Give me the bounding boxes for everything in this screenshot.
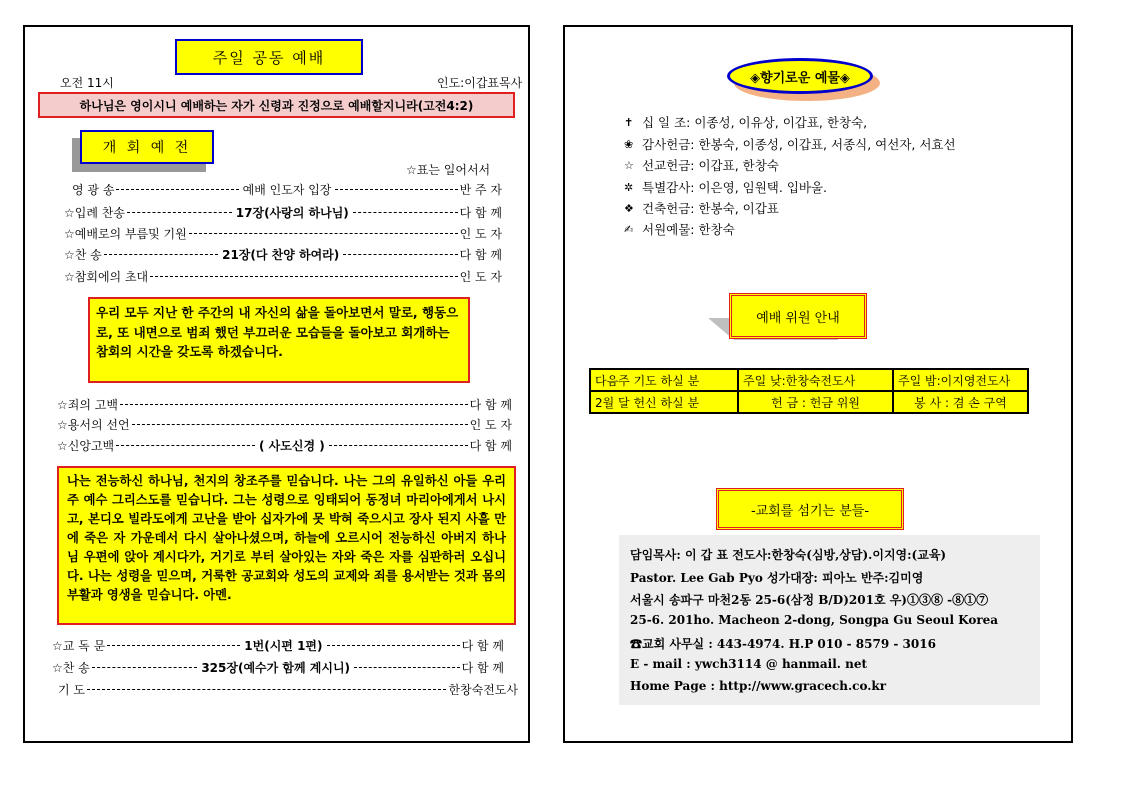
order-label: ☆신앙고백	[57, 438, 115, 453]
asterisk-icon: ✲	[624, 180, 634, 194]
confession-box	[88, 297, 470, 383]
offering-text: 감사헌금: 한봉숙, 이종성, 이갑표, 서종식, 여선자, 서효선	[642, 137, 956, 152]
creed-text: 나는 전능하신 하나님, 천지의 창조주를 믿습니다. 나는 그의 유일하신 아들 우리 주 예수 그리스도를 믿습니다. 그는 성령으로 잉태되어 동정녀 마리아에게서 나시고, 본디오 빌라도에게 고난을 받아 십자가에 못 박혀 죽으시고 장사 된지 사흘 만에 죽은 자 가운데서 다시 살아나셨으며, 하늘에 오르시어 전능하신 아버지 하나님 우편에 앉아 계시다가, 거기로 부터 살아있는 자와 죽은 자를 심판하러 오십니다. 나는 성령을 믿으며, 거룩한 공교회와 성도의 교제와 죄를 용서받는 것과 몸의 부활과 영생을 믿습니다. 아멘.	[67, 474, 506, 602]
table-cell: 주일 낮:한창숙전도사	[738, 369, 893, 391]
offering-item	[624, 220, 735, 238]
order-label: ☆찬 송	[52, 660, 90, 675]
creed-box	[57, 466, 516, 625]
order-item	[57, 416, 512, 432]
standing-note: ☆표는 일어서서	[406, 163, 491, 177]
table-cell: 봉 사 : 겸 손 구역	[893, 391, 1028, 413]
ministers-title: -교회를 섬기는 분들-	[750, 503, 870, 519]
offering-item	[624, 156, 779, 174]
offering-text: 서원예물: 한창숙	[642, 222, 735, 237]
order-item	[64, 204, 502, 220]
committee-title: 예배 위원 안내	[756, 310, 840, 326]
verse-banner	[38, 92, 515, 118]
ministers-line: ☎교회 사무실 : 443-4974. H.P 010 - 8579 - 3016	[630, 637, 936, 651]
order-performer: 다 함 께	[469, 438, 512, 453]
order-performer: 다 함 께	[469, 397, 512, 412]
worship-title: 주일 공동 예배	[212, 48, 326, 67]
order-performer: 다 함 께	[459, 205, 503, 220]
order-label: ☆예배로의 부름및 기원	[64, 226, 187, 241]
cross-icon: ✝	[624, 115, 634, 129]
ministers-line: Pastor. Lee Gab Pyo 성가대장: 피아노 반주:김미영	[630, 571, 924, 585]
order-label: ☆교 독 문	[52, 638, 106, 653]
diamond-icon: ❖	[624, 201, 634, 215]
ministers-line: Home Page : http://www.gracech.co.kr	[630, 679, 887, 693]
verse-text: 하나님은 영이시니 예배하는 자가 신령과 진정으로 예배할지니라(고전4:2)	[79, 98, 474, 113]
table-cell: 헌 금 : 헌금 위원	[738, 391, 893, 413]
offering-item	[624, 199, 779, 217]
offering-title-oval	[727, 58, 873, 94]
order-item	[52, 659, 504, 675]
table-row	[590, 369, 1028, 391]
order-label: 영 광 송	[72, 182, 115, 197]
order-label: ☆찬 송	[64, 247, 102, 262]
order-performer: 다 함 께	[459, 247, 502, 262]
order-item	[64, 268, 502, 284]
roles-table	[589, 368, 1029, 414]
ministers-line: 서울시 송파구 마천2동 25-6(삼정 B/D)201호 우)①③⑧ -⑧①⑦	[630, 593, 989, 607]
committee-title-box	[729, 293, 867, 339]
table-row	[590, 391, 1028, 413]
order-detail: 325장(예수가 함께 계시니)	[201, 660, 351, 675]
service-leader: 인도:이갑표목사	[437, 76, 523, 90]
section-title-box	[80, 130, 214, 164]
order-detail: 21장(다 찬양 하여라)	[222, 247, 340, 262]
offering-item	[624, 178, 827, 196]
service-time: 오전 11시	[60, 76, 114, 90]
order-performer: 다 함 께	[461, 638, 505, 653]
writing-hand-icon: ✍	[624, 222, 634, 236]
offering-text: 건축헌금: 한봉숙, 이갑표	[642, 201, 779, 216]
table-cell: 주일 밤:이지영전도사	[893, 369, 1028, 391]
offering-text: 선교헌금: 이갑표, 한창숙	[642, 158, 779, 173]
offering-title: ◈향기로운 예물◈	[750, 70, 850, 86]
offering-item	[624, 113, 867, 131]
order-label: ☆입례 찬송	[64, 205, 125, 220]
offering-text: 특별감사: 이은영, 임원택. 입바울.	[642, 180, 828, 195]
order-item	[64, 246, 502, 262]
order-performer: 인 도 자	[459, 269, 502, 284]
order-detail: 1번(시편 1편)	[244, 638, 323, 653]
ministers-line: 25-6. 201ho. Macheon 2-dong, Songpa Gu Seoul Korea	[630, 613, 999, 627]
table-cell: 2월 달 헌신 하실 분	[590, 391, 738, 413]
order-item	[64, 225, 502, 241]
order-detail: 17장(사랑의 하나님)	[235, 205, 349, 220]
flower-icon: ❀	[624, 137, 634, 151]
offering-text: 십 일 조: 이종성, 이유상, 이갑표, 한창숙,	[642, 115, 868, 130]
order-performer: 인 도 자	[469, 417, 512, 432]
order-item	[57, 396, 512, 412]
order-label: ☆죄의 고백	[57, 397, 118, 412]
ministers-title-box	[716, 488, 904, 530]
order-label: 기 도	[58, 682, 85, 697]
order-performer: 다 함 께	[461, 660, 504, 675]
order-detail: ( 사도신경 )	[259, 438, 325, 453]
order-item	[57, 437, 512, 453]
order-item	[58, 681, 518, 697]
ministers-line: 담임목사: 이 갑 표 전도사:한창숙(심방,상담).이지영:(교육)	[630, 548, 947, 562]
order-performer: 반 주 자	[459, 182, 502, 197]
offering-item	[624, 135, 956, 153]
table-cell: 다음주 기도 하실 분	[590, 369, 738, 391]
order-performer: 인 도 자	[459, 226, 502, 241]
order-label: ☆용서의 선언	[57, 417, 130, 432]
worship-title-box	[175, 39, 363, 75]
order-detail: 예배 인도자 입장	[242, 182, 332, 197]
confession-text: 우리 모두 지난 한 주간의 내 자신의 삶을 돌아보면서 말로, 행동으로, 또 내면으로 범죄 했던 부끄러운 모습들을 돌아보고 회개하는 참회의 시간을 갖도록 하겠습니다.	[96, 305, 459, 359]
section-title: 개 회 예 전	[102, 140, 192, 156]
star-icon: ☆	[624, 158, 634, 172]
order-label: ☆참회에의 초대	[64, 269, 149, 284]
order-item	[52, 637, 504, 653]
ministers-line: E - mail : ywch3114 @ hanmail. net	[630, 657, 868, 671]
order-performer: 한창숙전도사	[448, 682, 518, 697]
order-item	[72, 181, 502, 197]
